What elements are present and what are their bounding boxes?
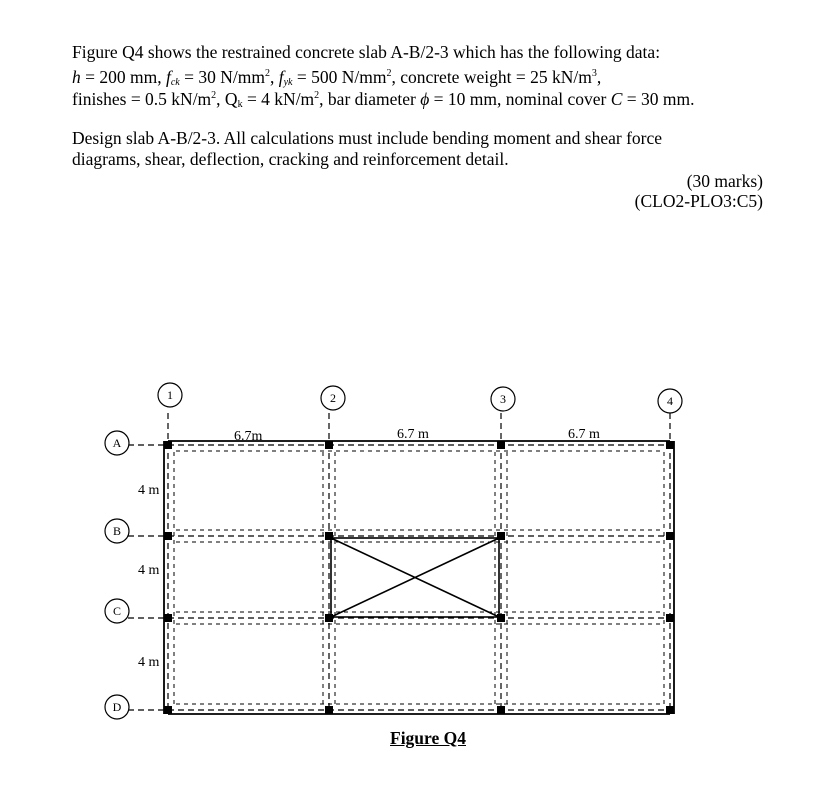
fyk-symbol: f	[278, 67, 284, 87]
finishes-exponent: 2	[211, 90, 217, 101]
question-line-3: finishes = 0.5 $kN/m^2$, $Q_k = 4$ $kN/m^2$, bar diameter ϕ = 10 mm, nominal cover C = 30 mm.	[72, 89, 695, 110]
bar-diameter-value: = 10 mm, nominal cover	[429, 89, 611, 109]
column-marker	[666, 441, 674, 449]
h-symbol: h	[72, 67, 81, 87]
qk-value: = 4 kN/m	[242, 89, 315, 109]
design-line-1: Design slab A-B/2-3. All calculations must include bending moment and shear force	[72, 128, 663, 148]
intro-text: Figure Q4 shows the restrained concrete slab A-B/2-3 which has the following data:	[72, 42, 661, 62]
grid-label-col-4: 4	[667, 394, 673, 408]
column-marker	[325, 441, 333, 449]
column-marker	[497, 532, 505, 540]
span-label-1-2: 6.7m	[234, 429, 263, 444]
marks-label: (30 marks)	[686, 171, 763, 191]
grid-label-row-a: A	[112, 436, 122, 450]
figure-caption: Figure Q4	[390, 728, 466, 748]
grid-label-col-1: 1	[167, 388, 173, 402]
column-marker	[497, 441, 505, 449]
grid-label-row-b: B	[112, 524, 122, 538]
qk-symbol: Q	[224, 89, 238, 109]
span-label-2-3: 6.7 m	[397, 427, 429, 442]
qk-exponent: 2	[314, 90, 320, 101]
grid-label-col-3: 3	[500, 392, 506, 406]
column-marker	[497, 614, 505, 622]
h-value: = 200 mm,	[80, 67, 166, 87]
qk-subscript: k	[237, 99, 243, 110]
fck-symbol: f	[165, 67, 171, 87]
column-marker	[666, 706, 674, 714]
column-marker	[325, 706, 333, 714]
span-label-b-c: 4 m	[138, 563, 160, 578]
concrete-exponent: 3	[591, 68, 597, 79]
bar-diameter-label: bar diameter	[327, 89, 421, 109]
column-marker	[164, 532, 172, 540]
fck-subscript: ck	[170, 77, 180, 88]
concrete-weight: concrete weight = 25 kN/m	[400, 67, 592, 87]
slab-panel-b-c-2-3	[331, 538, 499, 617]
column-marker	[666, 532, 674, 540]
grid-label-row-c: C	[112, 604, 122, 618]
column-marker	[497, 706, 505, 714]
span-label-c-d: 4 m	[138, 655, 160, 670]
design-line-2: diagrams, shear, deflection, cracking and reinforcement detail.	[72, 149, 509, 169]
column-marker	[164, 706, 172, 714]
column-marker	[164, 441, 172, 449]
grid-label-col-2: 2	[330, 391, 336, 405]
column-marker	[666, 614, 674, 622]
fyk-exponent: 2	[386, 68, 392, 79]
phi-symbol: ϕ	[420, 89, 430, 109]
column-marker	[164, 614, 172, 622]
question-line-2: h = 200 mm, $f_{ck} = 30$ $N/mm^2$, $f_{yk} = 500$ $N/mm^2$, concrete weight = 25 $kN/m^3$,	[72, 67, 602, 88]
span-label-3-4: 6.7 m	[568, 427, 600, 442]
fyk-subscript: yk	[283, 77, 293, 88]
cover-value: = 30 mm.	[622, 89, 695, 109]
fck-exponent: 2	[264, 68, 270, 79]
grid-label-row-d: D	[112, 700, 122, 714]
column-marker	[325, 614, 333, 622]
fck-value: = 30 N/mm	[179, 67, 265, 87]
clo-label: (CLO2-PLO3:C5)	[634, 191, 763, 211]
span-label-a-b: 4 m	[138, 483, 160, 498]
fyk-value: = 500 N/mm	[292, 67, 387, 87]
finishes-value: finishes = 0.5 kN/m	[72, 89, 212, 109]
cover-symbol: C	[610, 89, 623, 109]
column-marker	[325, 532, 333, 540]
